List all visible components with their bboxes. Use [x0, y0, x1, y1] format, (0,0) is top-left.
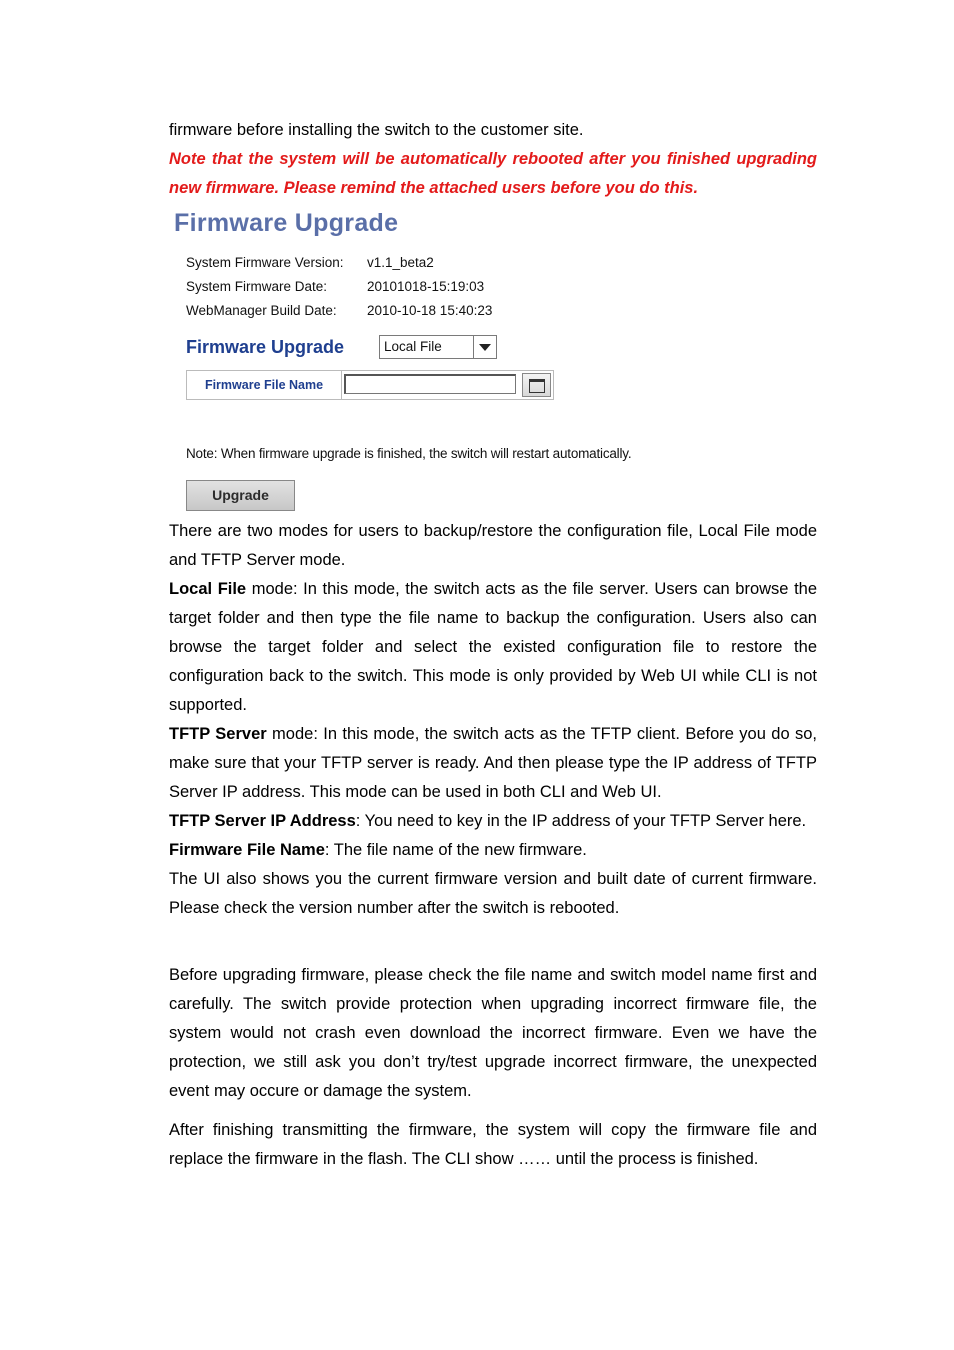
panel-title: Firmware Upgrade [174, 209, 399, 237]
tftp-ip-text: : You need to key in the IP address of your TFTP Server here. [355, 812, 807, 830]
browse-folder-icon[interactable] [522, 373, 551, 397]
info-row-date [186, 279, 484, 294]
tftp-ip-paragraph [169, 807, 817, 836]
file-name-term: Firmware File Name [169, 841, 325, 859]
tftp-paragraph [169, 720, 817, 807]
intro-line: firmware before installing the switch to the customer site. [169, 121, 584, 139]
info-label: WebManager Build Date: [186, 303, 337, 318]
tftp-term: TFTP Server [169, 725, 267, 743]
ui-info-paragraph: The UI also shows you the current firmware version and built date of current firmware. Please check the version number after the switch is rebooted. [169, 870, 817, 917]
info-label: System Firmware Version: [186, 255, 344, 270]
document-body [169, 116, 817, 1174]
firmware-file-input[interactable] [344, 374, 516, 394]
upgrade-mode-label: Firmware Upgrade [186, 337, 345, 357]
reboot-warning: Note that the system will be automatically rebooted after you finished upgrading new firmware. Please remind the attached users before you do this. [169, 150, 817, 197]
tftp-text: mode: In this mode, the switch acts as the TFTP client. Before you do so, make sure that your TFTP server is ready. And then please type the IP address of TFTP Server IP address. This mode can be used in both CLI and Web UI. [169, 725, 817, 801]
restart-note: Note: When firmware upgrade is finished, the switch will restart automatically. [186, 446, 632, 461]
upgrade-mode-select[interactable] [379, 335, 497, 359]
info-value: 20101018-15:19:03 [367, 279, 485, 294]
info-value: v1.1_beta2 [367, 255, 434, 270]
info-row-build [186, 303, 492, 318]
info-row-version [186, 255, 434, 270]
chevron-down-icon[interactable] [473, 336, 496, 358]
local-file-term: Local File [169, 580, 247, 598]
info-label: System Firmware Date: [186, 279, 328, 294]
local-file-text: mode: In this mode, the switch acts as the file server. Users can browse the target folder and then type the file name to backup the configuration. Users also can browse the target folder and select the existed configuration file to restore the configuration back to the switch. This mode is only provided by Web UI while CLI is not supported. [169, 580, 818, 714]
firmware-file-label: Firmware File Name [187, 371, 342, 399]
selected-mode: Local File [384, 339, 442, 354]
info-value: 2010-10-18 15:40:23 [367, 303, 493, 318]
file-name-text: : The file name of the new firmware. [324, 841, 587, 859]
before-upgrade-paragraph: Before upgrading firmware, please check the file name and switch model name first and carefully. The switch provide protection when upgrading incorrect firmware file, the system would not crash even download the incorrect firmware. Even we have the protection, we still ask you don’t try/test upgrade incorrect firmware, the unexpected event may occure or damage the system. [169, 966, 817, 1100]
tftp-ip-term: TFTP Server IP Address [169, 812, 356, 830]
firmware-file-row [186, 370, 554, 400]
upgrade-button[interactable]: Upgrade [186, 480, 295, 511]
local-file-paragraph [169, 575, 817, 720]
file-name-paragraph [169, 836, 817, 865]
after-upgrade-paragraph: After finishing transmitting the firmware, the system will copy the firmware file and replace the firmware in the flash. The CLI show …… until the process is finished. [169, 1121, 817, 1168]
modes-paragraph: There are two modes for users to backup/restore the configuration file, Local File mode and TFTP Server mode. [169, 522, 817, 569]
firmware-upgrade-panel [169, 207, 817, 517]
